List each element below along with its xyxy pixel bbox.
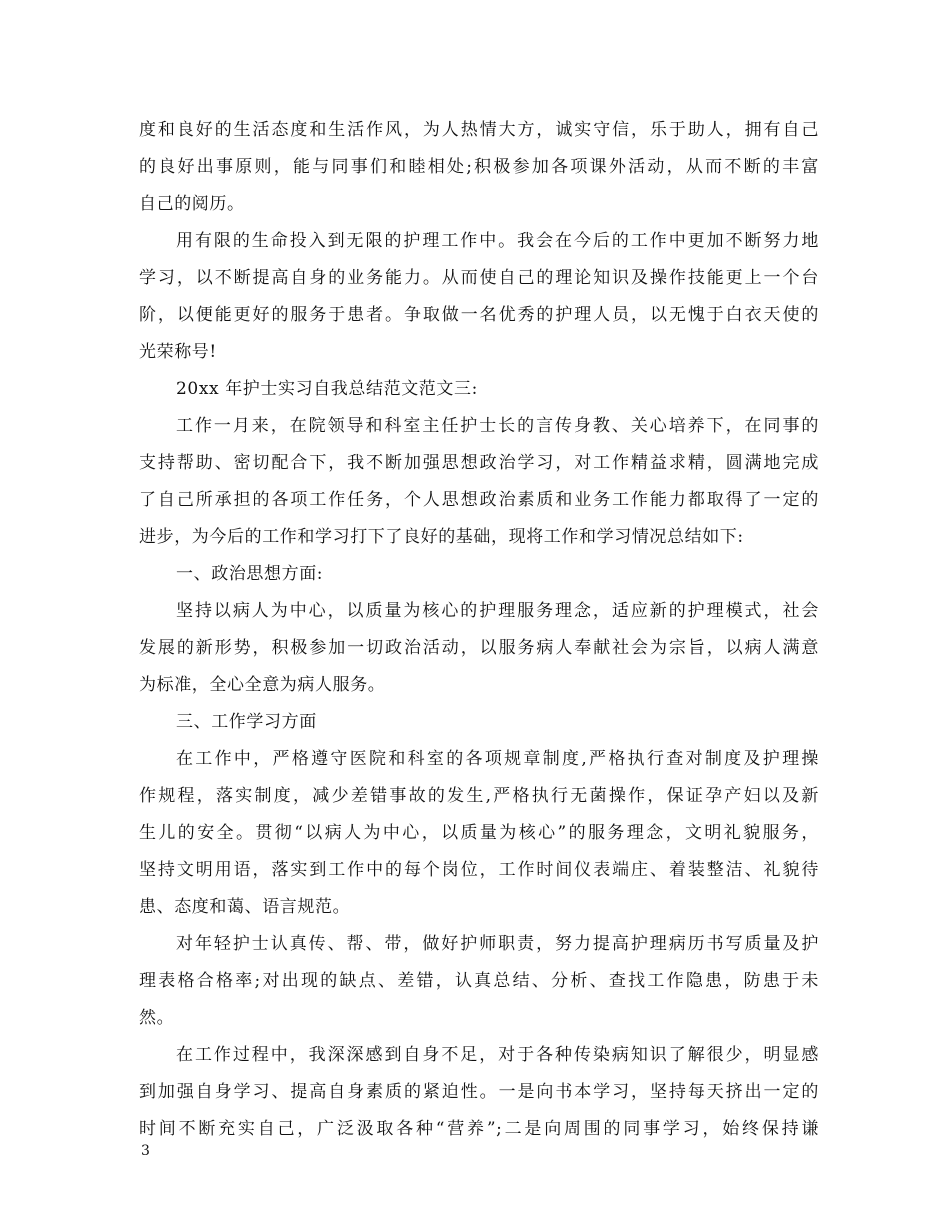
body-text-line: 理表格合格率;对出现的缺点、差错，认真总结、分析、查找工作隐患，防患于未 xyxy=(139,971,819,991)
body-text-line: 在工作过程中，我深深感到自身不足，对于各种传染病知识了解很少，明显感 xyxy=(176,1045,819,1065)
body-text-line: 患、态度和蔼、语言规范。 xyxy=(139,897,351,917)
body-text-line: 的良好出事原则，能与同事们和睦相处;积极参加各项课外活动，从而不断的丰富 xyxy=(139,157,819,177)
body-text-line: 然。 xyxy=(139,1008,175,1028)
body-text-line: 发展的新形势，积极参加一切政治活动，以服务病人奉献社会为宗旨，以病人满意 xyxy=(139,638,819,658)
body-text-line: 在工作中，严格遵守医院和科室的各项规章制度,严格执行查对制度及护理操 xyxy=(176,749,819,769)
body-text-line: 生儿的安全。贯彻“以病人为中心，以质量为核心”的服务理念，文明礼貌服务， xyxy=(139,823,819,843)
body-text-line: 坚持以病人为中心，以质量为核心的护理服务理念，适应新的护理模式，社会 xyxy=(176,601,819,621)
body-text-line: 作规程，落实制度，减少差错事故的发生,严格执行无菌操作，保证孕产妇以及新 xyxy=(139,786,819,806)
body-text-line: 用有限的生命投入到无限的护理工作中。我会在今后的工作中更加不断努力地 xyxy=(176,231,819,251)
body-text-line: 工作一月来，在院领导和科室主任护士长的言传身教、关心培养下，在同事的 xyxy=(176,416,819,436)
body-text-line: 了自己所承担的各项工作任务，个人思想政治素质和业务工作能力都取得了一定的 xyxy=(139,490,819,510)
page-number: 3 xyxy=(141,1143,150,1159)
section-heading: 一、政治思想方面: xyxy=(176,564,324,584)
body-text-line: 支持帮助、密切配合下，我不断加强思想政治学习，对工作精益求精，圆满地完成 xyxy=(139,453,819,473)
body-text-line: 自己的阅历。 xyxy=(139,194,245,214)
section-heading: 三、工作学习方面 xyxy=(176,712,317,732)
body-text-line: 进步，为今后的工作和学习打下了良好的基础，现将工作和学习情况总结如下: xyxy=(139,527,744,547)
body-text-line: 度和良好的生活态度和生活作风，为人热情大方，诚实守信，乐于助人，拥有自己 xyxy=(139,120,819,140)
body-text-line: 到加强自身学习、提高自身素质的紧迫性。一是向书本学习，坚持每天挤出一定的 xyxy=(139,1082,819,1102)
body-text-line: 时间不断充实自己，广泛汲取各种“营养”;二是向周围的同事学习，始终保持谦 xyxy=(139,1119,819,1139)
body-text-line: 光荣称号! xyxy=(139,342,217,362)
section-heading: 20xx 年护士实习自我总结范文范文三: xyxy=(176,379,478,399)
body-text-line: 坚持文明用语，落实到工作中的每个岗位，工作时间仪表端庄、着装整洁、礼貌待 xyxy=(139,860,819,880)
body-text-line: 为标准，全心全意为病人服务。 xyxy=(139,675,386,695)
body-text-line: 对年轻护士认真传、帮、带，做好护师职责，努力提高护理病历书写质量及护 xyxy=(176,934,819,954)
body-text-line: 阶，以便能更好的服务于患者。争取做一名优秀的护理人员，以无愧于白衣天使的 xyxy=(139,305,819,325)
body-text-line: 学习，以不断提高自身的业务能力。从而使自己的理论知识及操作技能更上一个台 xyxy=(139,268,819,288)
